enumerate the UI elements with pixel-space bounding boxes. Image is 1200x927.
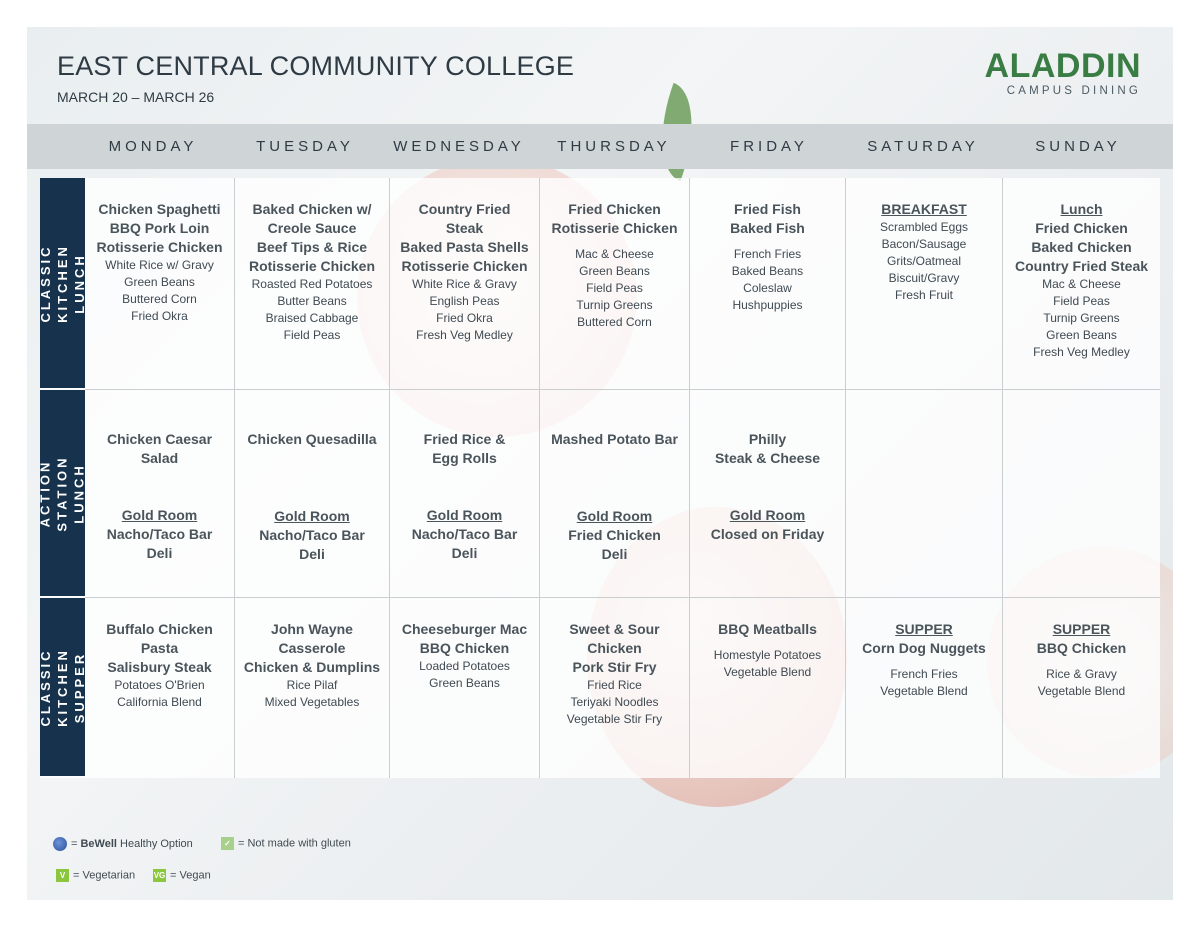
row-label-text: CLASSIC KITCHEN LUNCH [38, 243, 87, 323]
entree-item: Nacho/Taco Bar [259, 527, 365, 543]
day-header-band [27, 124, 1173, 169]
legend-bewell: = BeWell Healthy Option [53, 837, 193, 851]
vegetarian-icon: V [56, 869, 69, 882]
entree-item: Philly [748, 431, 787, 447]
day-header-saturday: SATURDAY [867, 138, 979, 155]
entree-item: Fried Chicken [568, 201, 661, 217]
side-item: Scrambled Eggs [879, 220, 969, 234]
menu-cell [846, 178, 1003, 390]
side-item: Vegetable Blend [1037, 684, 1126, 698]
side-item: Field Peas [283, 328, 341, 342]
day-header-monday: MONDAY [108, 138, 198, 155]
row-label-text: ACTION STATION LUNCH [38, 454, 87, 532]
entree-item: Nacho/Taco Bar [106, 526, 213, 542]
side-item: Green Beans [429, 676, 500, 690]
menu-cell [235, 178, 390, 390]
legend-gluten: ✓ = Not made with gluten [221, 837, 351, 850]
section-heading: Lunch [1060, 201, 1103, 217]
entree-item: Buffalo Chicken [106, 621, 213, 637]
entree-item: Rotisserie Chicken [248, 258, 376, 274]
menu-cell [390, 598, 540, 778]
entree-item: Mashed Potato Bar [551, 431, 678, 447]
entree-item: Closed on Friday [710, 526, 825, 542]
spacer [540, 238, 689, 246]
menu-cell [846, 598, 1003, 778]
menu-cell [390, 390, 540, 598]
menu-cell [690, 178, 846, 390]
side-item: Homestyle Potatoes [713, 648, 822, 662]
entree-item: Chicken Spaghetti [98, 201, 221, 217]
day-header-wednesday: WEDNESDAY [393, 138, 525, 155]
side-item: Baked Beans [731, 264, 804, 278]
side-item: Coleslaw [743, 281, 792, 295]
section-heading: BREAKFAST [881, 201, 967, 217]
menu-cell [846, 390, 1003, 598]
entree-item: BBQ Chicken [1036, 640, 1127, 656]
entree-item: Salad [140, 450, 179, 466]
entree-item: Beef Tips & Rice [256, 239, 368, 255]
side-item: French Fries [890, 667, 958, 681]
entree-item: Fried Fish [734, 201, 801, 217]
menu-grid [40, 178, 1160, 778]
entree-item: Chicken & Dumplins [243, 659, 381, 675]
legend-vegetarian: V = Vegetarian [56, 869, 135, 882]
entree-item: Chicken Caesar [106, 431, 213, 447]
side-item: Roasted Red Potatoes [251, 277, 373, 291]
side-item: Mac & Cheese [575, 247, 654, 261]
menu-cell [85, 598, 235, 778]
legend-vegan: VG = Vegan [153, 869, 211, 882]
date-range: MARCH 20 – MARCH 26 [57, 89, 215, 105]
side-item: Biscuit/Gravy [888, 271, 960, 285]
spacer [846, 658, 1002, 666]
side-item: Buttered Corn [122, 292, 197, 306]
side-item: Vegetable Blend [723, 665, 812, 679]
side-item: Fried Okra [131, 309, 188, 323]
entree-item: Steak & Cheese [714, 450, 821, 466]
section-heading: SUPPER [895, 621, 953, 637]
side-item: Turnip Greens [576, 298, 653, 312]
menu-cell [540, 390, 690, 598]
row-label [40, 598, 85, 776]
day-header-sunday: SUNDAY [1035, 138, 1121, 155]
side-item: Buttered Corn [577, 315, 652, 329]
entree-item: Salisbury Steak [107, 659, 212, 675]
section-heading: Gold Room [274, 508, 350, 524]
spacer [85, 468, 234, 506]
side-item: Green Beans [579, 264, 650, 278]
vegan-icon: VG [153, 871, 166, 880]
entree-item: Corn Dog Nuggets [862, 640, 986, 656]
menu-cell [1003, 178, 1160, 390]
menu-cell [540, 598, 690, 778]
menu-cell [540, 178, 690, 390]
side-item: Fresh Veg Medley [1033, 345, 1130, 359]
entree-item: BBQ Meatballs [718, 621, 817, 637]
menu-cell [690, 598, 846, 778]
entree-item: Egg Rolls [432, 450, 497, 466]
entree-item: Rotisserie Chicken [551, 220, 678, 236]
entree-item: Baked Fish [730, 220, 805, 236]
entree-item: Fried Chicken [568, 527, 661, 543]
entree-item: Rotisserie Chicken [401, 258, 528, 274]
entree-item: Fried Rice & [423, 431, 506, 447]
spacer [540, 449, 689, 507]
menu-cell [1003, 598, 1160, 778]
row-label [40, 390, 85, 596]
entree-item: Deli [601, 546, 628, 562]
spacer [1003, 658, 1160, 666]
side-item: Green Beans [1046, 328, 1117, 342]
entree-item: Pasta [140, 640, 179, 656]
section-heading: Gold Room [426, 507, 503, 523]
side-item: California Blend [117, 695, 202, 709]
side-item: English Peas [429, 294, 500, 308]
menu-cell [690, 390, 846, 598]
side-item: Butter Beans [277, 294, 347, 308]
section-heading: Gold Room [729, 507, 806, 523]
spacer [690, 238, 845, 246]
side-item: Rice & Gravy [1046, 667, 1117, 681]
side-item: Vegetable Stir Fry [566, 712, 663, 726]
entree-item: Chicken Quesadilla [247, 431, 377, 447]
side-item: Fresh Veg Medley [416, 328, 513, 342]
section-heading: Gold Room [576, 508, 653, 524]
entree-item: BBQ Chicken [419, 640, 510, 656]
section-heading: SUPPER [1052, 621, 1111, 637]
side-item: Mac & Cheese [1042, 277, 1121, 291]
entree-item: Fried Chicken [1035, 220, 1128, 236]
menu-cell [235, 390, 390, 598]
entree-item: Rotisserie Chicken [96, 239, 223, 255]
side-item: Fresh Fruit [894, 288, 953, 302]
side-item: Bacon/Sausage [881, 237, 967, 251]
entree-item: Baked Chicken w/ [252, 201, 372, 217]
day-header-friday: FRIDAY [730, 138, 808, 155]
entree-item: Baked Pasta Shells [400, 239, 529, 255]
logo-tagline: CAMPUS DINING [1006, 85, 1141, 97]
entree-item: Country Fried [418, 201, 511, 217]
entree-item: Steak [445, 220, 484, 236]
section-heading: Gold Room [121, 507, 198, 523]
logo-wordmark: ALADDIN [984, 47, 1141, 85]
menu-cell [85, 390, 235, 598]
side-item: Teriyaki Noodles [570, 695, 659, 709]
day-header-tuesday: TUESDAY [256, 138, 354, 155]
side-item: Rice Pilaf [286, 678, 338, 692]
entree-item: John Wayne [271, 621, 353, 637]
entree-item: Cheeseburger Mac [401, 621, 528, 637]
side-item: French Fries [733, 247, 802, 261]
aladdin-logo [985, 49, 1141, 97]
side-item: Field Peas [1053, 294, 1110, 308]
row-label [40, 178, 85, 388]
entree-item: Baked Chicken [1031, 239, 1132, 255]
side-item: Potatoes O'Brien [114, 678, 205, 692]
side-item: Turnip Greens [1043, 311, 1120, 325]
side-item: White Rice & Gravy [412, 277, 517, 291]
side-item: Vegetable Blend [880, 684, 968, 698]
entree-item: Creole Sauce [267, 220, 357, 236]
entree-item: Deli [299, 546, 325, 562]
gluten-free-icon: ✓ [221, 837, 234, 850]
menu-cell [85, 178, 235, 390]
menu-page [27, 27, 1173, 900]
side-item: Fried Okra [436, 311, 493, 325]
entree-item: Country Fried Steak [1014, 258, 1149, 274]
side-item: Braised Cabbage [265, 311, 359, 325]
side-item: Hushpuppies [732, 298, 803, 312]
entree-item: Deli [451, 545, 478, 561]
side-item: White Rice w/ Gravy [105, 258, 214, 272]
entree-item: Deli [146, 545, 173, 561]
side-item: Grits/Oatmeal [886, 254, 961, 268]
entree-item: Sweet & Sour [569, 621, 660, 637]
day-header-thursday: THURSDAY [557, 138, 671, 155]
spacer [690, 639, 845, 647]
side-item: Loaded Potatoes [419, 659, 510, 673]
menu-cell [235, 598, 390, 778]
page-title: EAST CENTRAL COMMUNITY COLLEGE [57, 51, 575, 81]
menu-cell [390, 178, 540, 390]
entree-item: Nacho/Taco Bar [411, 526, 518, 542]
spacer [690, 468, 845, 506]
entree-item: Chicken [587, 640, 642, 656]
spacer [390, 468, 539, 506]
side-item: Fried Rice [587, 678, 642, 692]
entree-item: Pork Stir Fry [572, 659, 657, 675]
spacer [235, 449, 389, 507]
menu-cell [1003, 390, 1160, 598]
row-label-text: CLASSIC KITCHEN SUPPER [38, 647, 87, 727]
entree-item: BBQ Pork Loin [109, 220, 210, 236]
side-item: Mixed Vegetables [264, 695, 360, 709]
entree-item: Casserole [278, 640, 346, 656]
blueberry-icon [53, 837, 67, 851]
side-item: Field Peas [586, 281, 643, 295]
side-item: Green Beans [124, 275, 195, 289]
